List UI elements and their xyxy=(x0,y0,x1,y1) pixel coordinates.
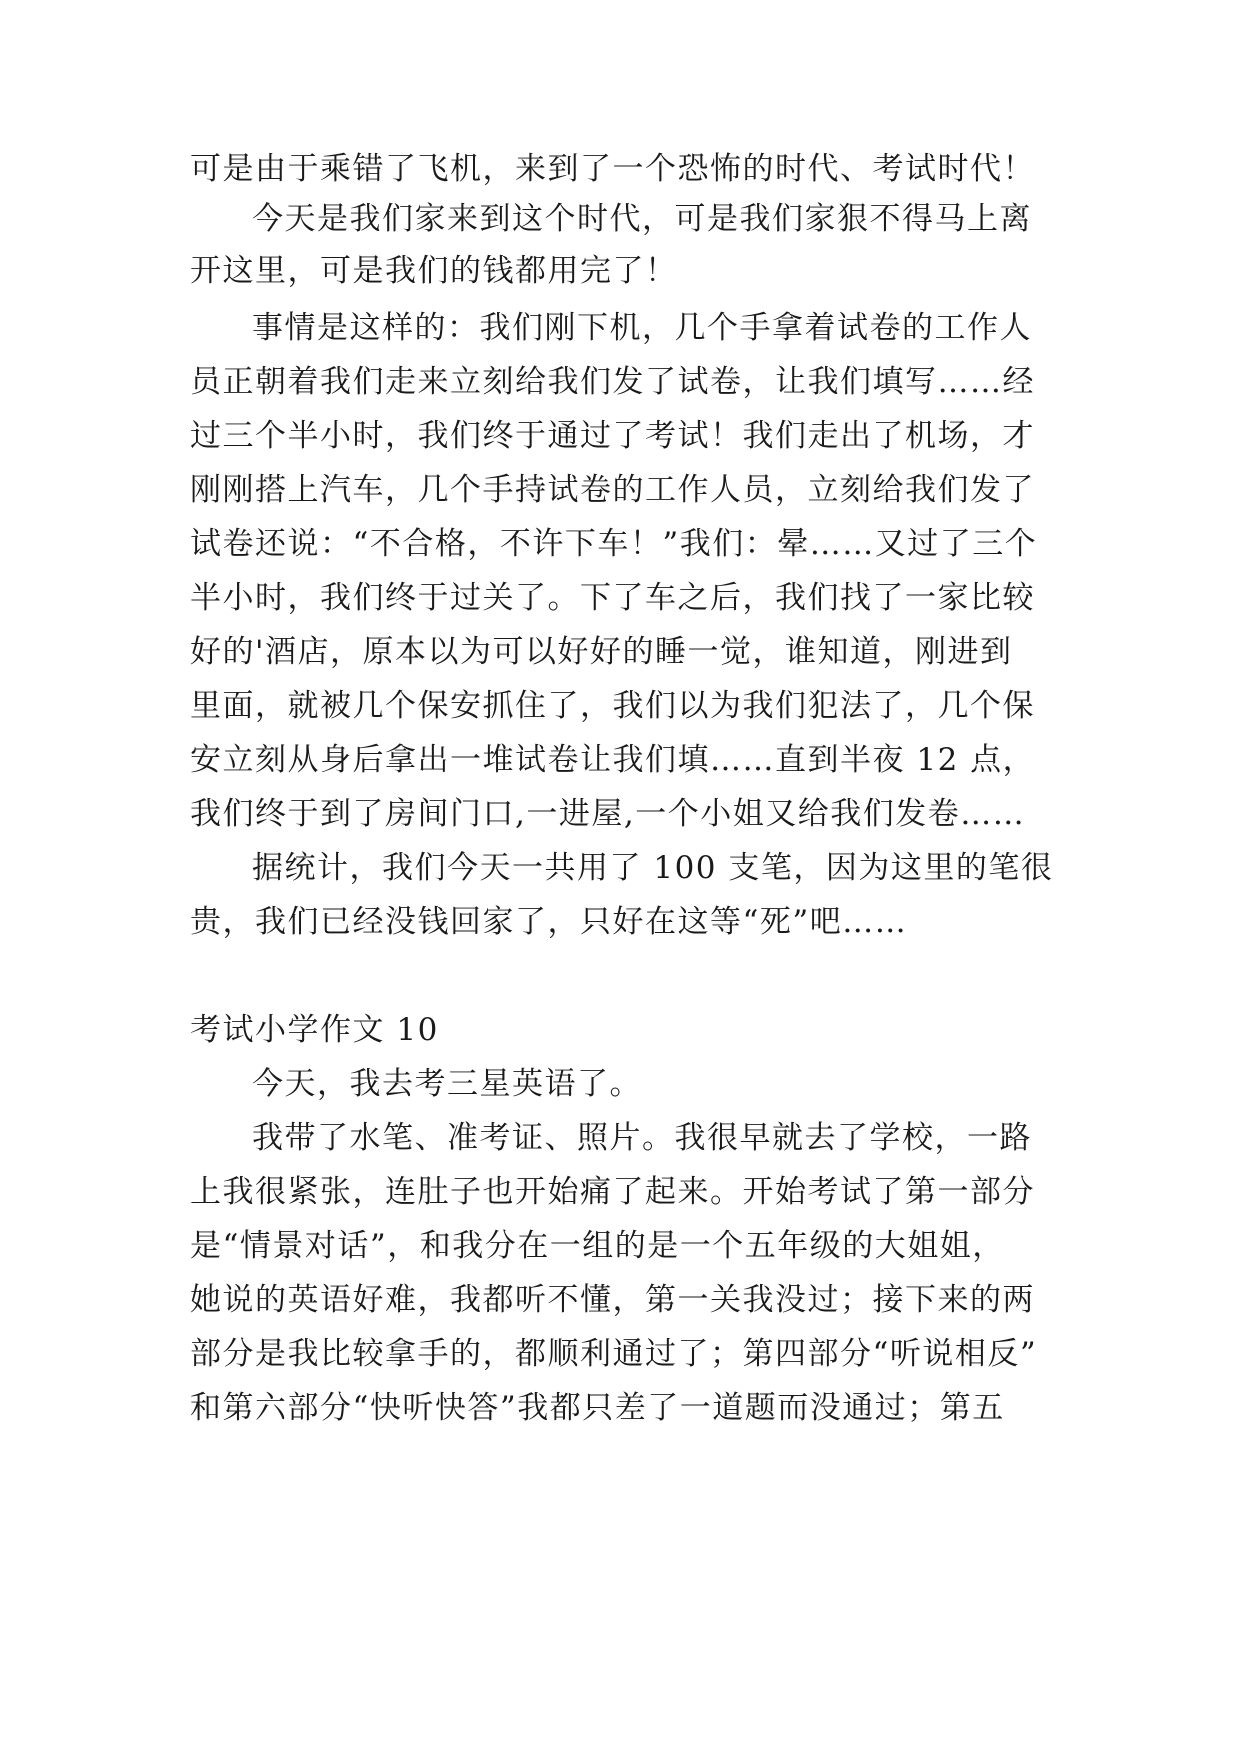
text-line: 我们终于到了房间门口,一进屋,一个小姐又给我们发卷…… xyxy=(190,796,1026,832)
text-line: 和第六部分“快听快答”我都只差了一道题而没通过；第五 xyxy=(190,1390,1005,1426)
text-line: 好的'酒店，原本以为可以好好的睡一觉，谁知道，刚进到 xyxy=(190,634,1013,670)
paragraph-start: 我带了水笔、准考证、照片。我很早就去了学校，一路 xyxy=(252,1120,1032,1156)
paragraph-start: 今天是我们家来到这个时代，可是我们家狠不得马上离 xyxy=(252,201,1032,237)
text-line: 贵，我们已经没钱回家了，只好在这等“死”吧…… xyxy=(190,904,908,940)
text-line: 半小时，我们终于过关了。下了车之后，我们找了一家比较 xyxy=(190,580,1035,616)
paragraph-start: 今天，我去考三星英语了。 xyxy=(252,1066,642,1102)
text-line: 试卷还说：“不合格，不许下车！”我们：晕……又过了三个 xyxy=(190,526,1038,562)
text-line: 安立刻从身后拿出一堆试卷让我们填……直到半夜 12 点， xyxy=(190,742,1036,778)
text-line: 部分是我比较拿手的，都顺利通过了；第四部分“听说相反” xyxy=(190,1336,1038,1372)
text-line: 上我很紧张，连肚子也开始痛了起来。开始考试了第一部分 xyxy=(190,1174,1035,1210)
text-line: 是“情景对话”，和我分在一组的是一个五年级的大姐姐， xyxy=(190,1228,1005,1264)
paragraph-start: 事情是这样的：我们刚下机，几个手拿着试卷的工作人 xyxy=(252,310,1032,346)
paragraph-start: 据统计，我们今天一共用了 100 支笔，因为这里的笔很 xyxy=(252,850,1054,886)
text-line: 里面，就被几个保安抓住了，我们以为我们犯法了，几个保 xyxy=(190,688,1035,724)
text-line: 开这里，可是我们的钱都用完了！ xyxy=(190,253,678,289)
text-line: 员正朝着我们走来立刻给我们发了试卷，让我们填写……经 xyxy=(190,364,1035,400)
text-line: 刚刚搭上汽车，几个手持试卷的工作人员，立刻给我们发了 xyxy=(190,472,1035,508)
section-heading: 考试小学作文 10 xyxy=(190,1012,439,1048)
text-line: 过三个半小时，我们终于通过了考试！我们走出了机场，才 xyxy=(190,418,1035,454)
text-line: 她说的英语好难，我都听不懂，第一关我没过；接下来的两 xyxy=(190,1282,1035,1318)
text-line: 可是由于乘错了飞机，来到了一个恐怖的时代、考试时代！ xyxy=(190,151,1035,187)
